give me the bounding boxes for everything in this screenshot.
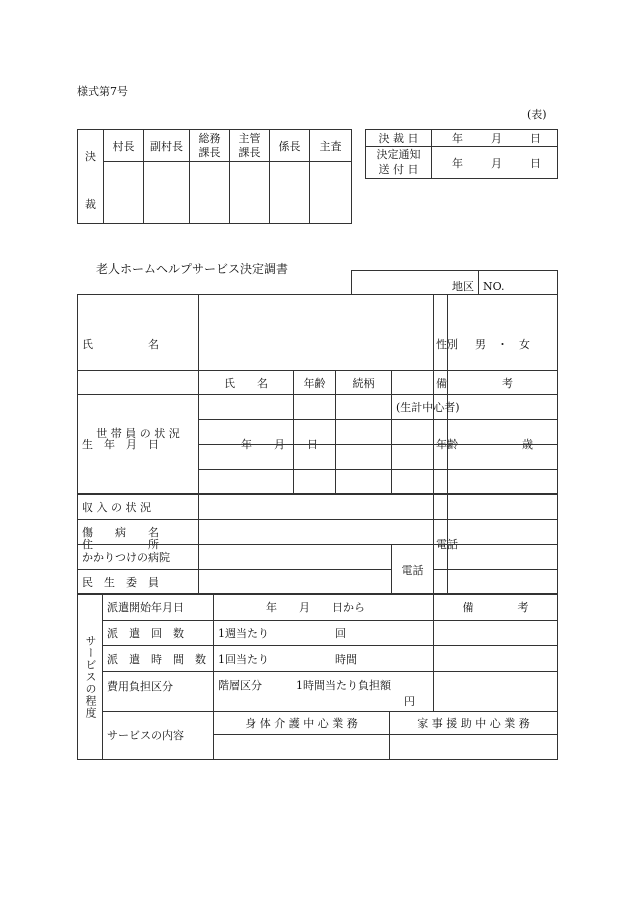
stamp-cell[interactable] [104,162,144,224]
approval-header-deputy-head: 副村長 [144,130,190,162]
commissioner-label: 民 生 委 員 [78,570,199,595]
household-cell[interactable] [294,395,336,420]
district-label: 地区 [352,271,479,295]
household-cell[interactable] [336,420,392,445]
hospital-label: かかりつけの病院 [78,545,199,570]
side-mark: (表) [527,108,547,121]
birth-label: 生 年 月 日 [78,394,199,494]
stamp-cell[interactable] [270,162,310,224]
document-title: 老人ホームヘルプサービス決定調書 [96,262,289,276]
stamp-cell[interactable] [310,162,352,224]
household-cell[interactable] [392,420,558,445]
approval-header-village-head: 村長 [104,130,144,162]
service-remarks-cell[interactable] [434,646,558,672]
service-side-label: サービスの程度 [78,595,103,760]
body-care-label: 身 体 介 護 中 心 業 務 [214,711,390,735]
household-cell[interactable] [294,470,336,495]
form-number: 様式第7号 [77,85,128,98]
approval-header-subsection-chief: 係長 [270,130,310,162]
approval-header-section-chief: 主管 課長 [230,130,270,162]
household-cell[interactable] [392,470,558,495]
household-cell[interactable] [199,420,294,445]
phone2-field[interactable] [434,545,558,570]
household-cell[interactable] [336,395,392,420]
service-remarks-cell[interactable] [434,671,558,711]
body-care-field[interactable] [214,735,390,760]
household-header-name: 氏 名 [199,371,294,395]
notice-date-field[interactable]: 年 月 日 [432,147,558,179]
commissioner-field[interactable] [199,570,392,595]
approval-header-general-affairs-chief: 総務 課長 [190,130,230,162]
visit-count-field[interactable]: 1週当たり 回 [214,620,434,646]
household-header-relation: 続柄 [336,371,392,395]
visit-hours-field[interactable]: 1回当たり 時間 [214,646,434,672]
district-number[interactable]: NO. [479,271,558,295]
visit-hours-label: 派 遣 時 間 数 [103,646,214,672]
household-cell[interactable] [294,445,336,470]
decision-date-field[interactable]: 年 月 日 [432,130,558,147]
birth-field[interactable]: 年 月 日 [199,394,434,494]
approval-header-supervisor: 主査 [310,130,352,162]
district-table [351,270,558,295]
household-cell[interactable] [199,445,294,470]
income-field[interactable] [199,495,558,520]
illness-field[interactable] [199,520,558,545]
household-cell[interactable] [294,420,336,445]
cost-category-label: 費用負担区分 [103,671,214,711]
household-cell[interactable] [199,470,294,495]
service-table [77,594,558,760]
household-cell[interactable] [199,395,294,420]
start-date-label: 派遣開始年月日 [103,595,214,621]
approval-table [77,129,352,224]
date-table [365,129,558,179]
phone2-label: 電話 [392,545,434,595]
phone-label: 電話 [436,537,458,551]
household-cell[interactable] [392,445,558,470]
hospital-field[interactable] [199,545,392,570]
sex-field[interactable]: 男 ・ 女 [448,295,558,395]
housework-label: 家 事 援 助 中 心 業 務 [390,711,558,735]
household-note[interactable]: (生計中心者) [392,395,558,420]
name-label: 氏 名 [78,295,199,395]
stamp-cell[interactable] [230,162,270,224]
phone2-field-2[interactable] [434,570,558,595]
age-field[interactable]: 歳 [448,394,558,494]
service-content-label: サービスの内容 [103,711,214,759]
household-cell[interactable] [336,445,392,470]
household-header-age: 年齢 [294,371,336,395]
household-table [77,370,558,595]
decision-date-label: 決 裁 日 [366,130,432,147]
stamp-cell[interactable] [190,162,230,224]
household-cell[interactable] [336,470,392,495]
stamp-cell[interactable] [144,162,190,224]
household-header-remarks: 備 考 [392,371,558,395]
notice-date-label: 決定通知 送 付 日 [366,147,432,179]
sex-label: 性別 [434,295,448,395]
illness-label: 傷 病 名 [78,520,199,545]
age-label: 年齢 [436,437,458,451]
household-label: 世 帯 員 の 状 況 [78,371,199,495]
start-date-field[interactable]: 年 月 日から [214,595,434,621]
housework-field[interactable] [390,735,558,760]
approval-label: 決 裁 [78,130,104,224]
cost-category-field[interactable]: 階層区分 1時間当たり負担額 円 [214,671,434,711]
address-label: 住 所 [78,494,199,594]
income-label: 収 入 の 状 況 [78,495,199,520]
visit-count-label: 派 遣 回 数 [103,620,214,646]
service-remarks-cell[interactable] [434,620,558,646]
service-remarks-label: 備 考 [434,595,558,621]
